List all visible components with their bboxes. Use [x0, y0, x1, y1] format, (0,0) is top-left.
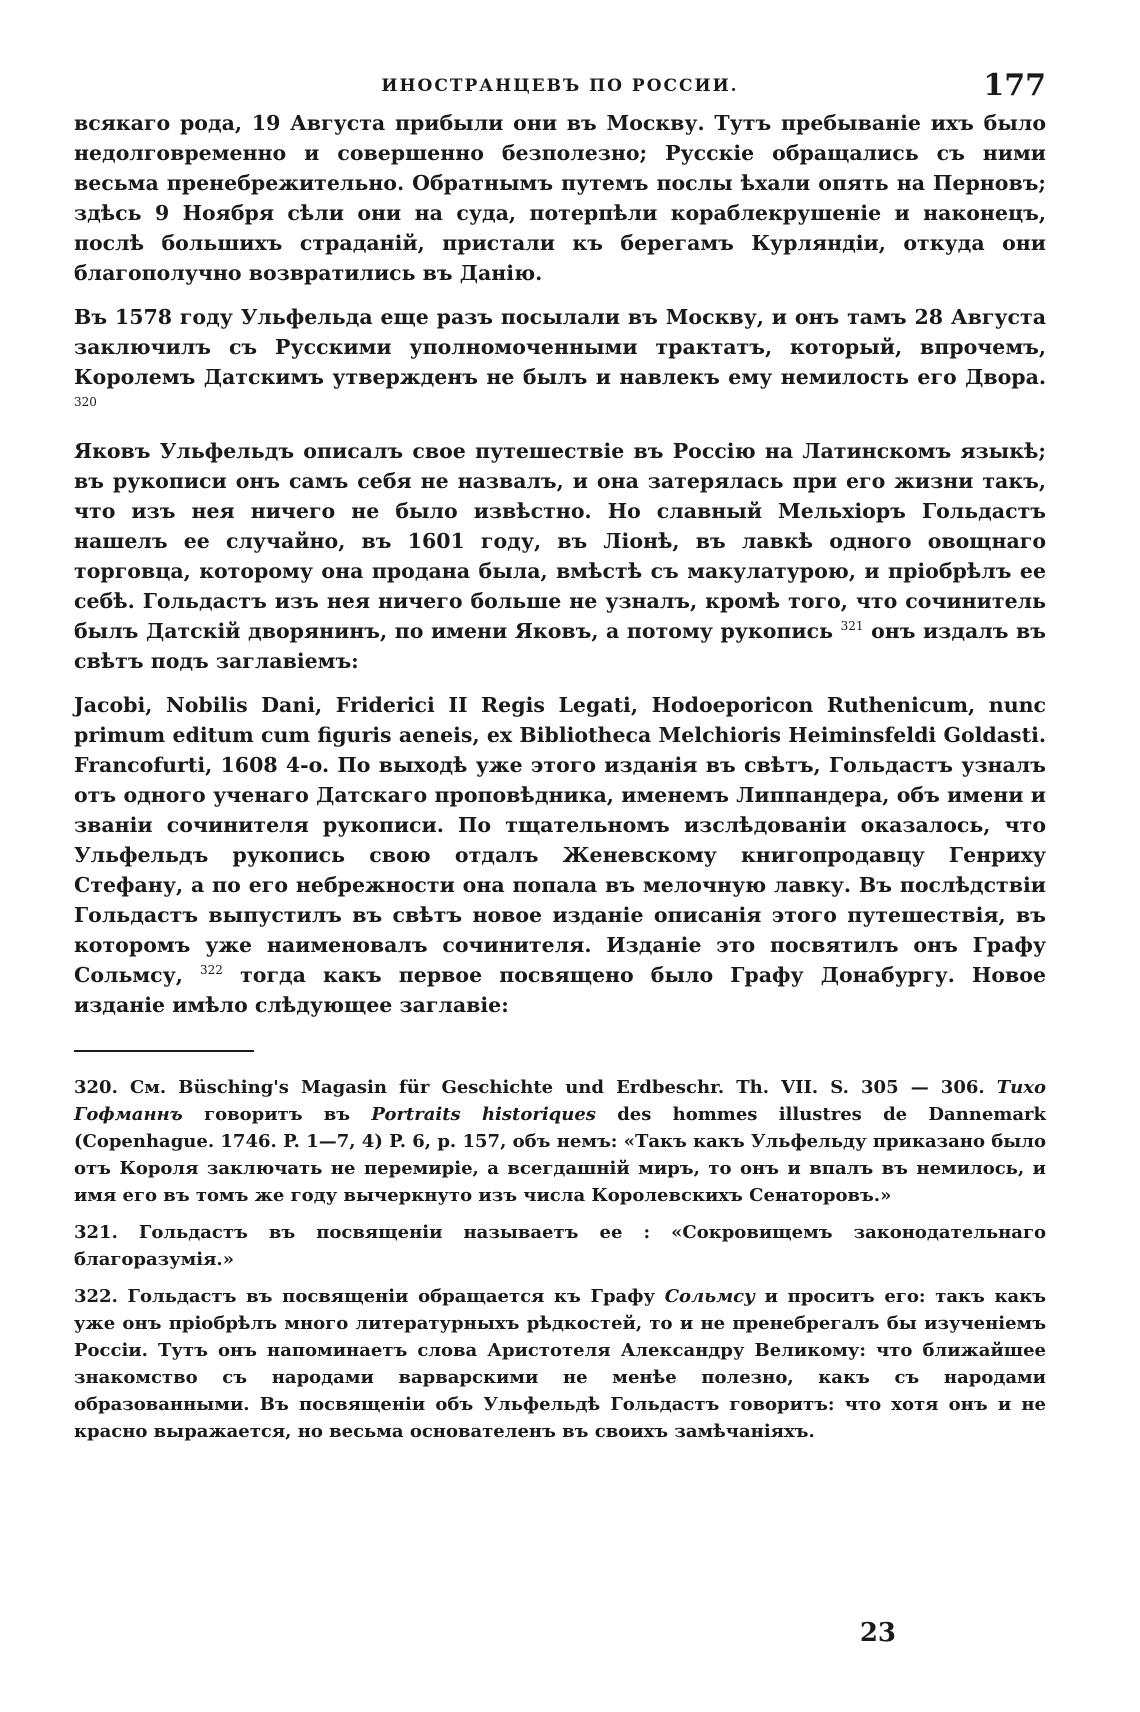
footnote-320-text-b: говоритъ въ: [204, 1104, 351, 1125]
footnote-320-number: 320.: [74, 1077, 118, 1098]
paragraph-4-text-a: Jacobi, Nobilis Dani, Friderici II Regis Legati, Hodoeporicon Ruthenicum, nunc primum editum cum figuris aeneis, ex Bibliotheca Melchioris Heiminsfeldi Goldasti. Francofurti, 1608 4-o. По выходѣ уже этого изданія въ свѣтъ, Гольдастъ узналъ отъ одного ученаго Датскаго проповѣдника, именемъ Липпандера, объ имени и званіи сочинителя рукописи. По тщательномъ изслѣдованіи оказалось, что Ульфельдъ рукопись свою отдалъ Женевскому книгопродавцу Генриху Стефану, а по его небрежности она попала въ мелочную лавку. Въ послѣдствіи Гольдастъ выпустилъ въ свѣтъ новое изданіе описанія этого путешествія, въ которомъ уже наименовалъ сочинителя. Изданіе это посвятилъ онъ Графу Сольмсу,: [74, 693, 1046, 987]
footnote-322-text-b: и проситъ его: такъ какъ уже онъ пріобрѣлъ много литературныхъ рѣдкостей, то и не пренебрегалъ бы изученіемъ Россіи. Тутъ онъ напоминаетъ слова Аристотеля Александру Великому: что ближайшее знакомство съ народами варварскими не менѣе полезно, какъ съ народами образованными. Въ посвященіи объ Ульфельдѣ Гольдастъ говоритъ: что хотя онъ и не красно выражается, но весьма основателенъ въ своихъ замѣчаніяхъ.: [74, 1286, 1046, 1442]
footnote-322-text-a: Гольдастъ въ посвященіи обращается къ Графу: [127, 1286, 655, 1307]
footnote-ref-320: 320: [74, 395, 97, 410]
paragraph-3-text-b: онъ издалъ въ свѣтъ подъ заглавіемъ:: [74, 619, 1047, 673]
paragraph-1-text: всякаго рода, 19 Августа прибыли они въ Москву. Тутъ пребываніе ихъ было недолговременно и совершенно безполезно; Русскіе обращались съ ними весьма пренебрежительно. Обратнымъ путемъ послы ѣхали опять на Перновъ; здѣсь 9 Ноября сѣли они на суда, потерпѣли кораблекрушеніе и наконецъ, послѣ большихъ страданій, пристали къ берегамъ Курляндіи, откуда они благополучно возвратились въ Данію.: [74, 111, 1046, 285]
footnote-320-italic-title: Portraits historiques: [371, 1104, 596, 1125]
paragraph-4-text-b: тогда какъ первое посвящено было Графу Донабургу. Новое изданіе имѣло слѣдующее заглавіе:: [74, 963, 1047, 1017]
footnote-ref-321: 321: [840, 619, 864, 634]
paragraph-1: [74, 108, 1046, 288]
paragraph-3-text-a: Яковъ Ульфельдъ описалъ свое путешествіе въ Россію на Латинскомъ языкѣ; въ рукописи онъ самъ себя не назвалъ, и она затерялась при его жизни такъ, что изъ нея ничего не было извѣстно. Но славный Мельхіоръ Гольдастъ нашелъ ее случайно, въ 1601 году, въ Ліонѣ, въ лавкѣ одного овощнаго торговца, которому она продана была, вмѣстѣ съ макулатурою, и пріобрѣлъ ее себѣ. Гольдастъ изъ нея ничего больше не узналъ, кромѣ того, что сочинитель былъ Датскій дворянинъ, по имени Яковъ, а потому рукопись: [74, 439, 1046, 643]
page-number: 177: [983, 68, 1046, 103]
running-title: ИНОСТРАНЦЕВЪ ПО РОССИИ.: [381, 76, 739, 96]
paragraph-4: [74, 690, 1046, 1020]
footnote-321-number: 321.: [74, 1222, 118, 1243]
footnote-321-text: Гольдастъ въ посвященіи называетъ ее : «Сокровищемъ законодательнаго благоразумія.»: [74, 1222, 1046, 1270]
footnote-ref-322: 322: [200, 963, 223, 978]
book-page: [74, 68, 1046, 1688]
paragraph-3: [74, 436, 1046, 676]
signature-mark: 23: [859, 1618, 896, 1648]
footnote-divider: [74, 1050, 254, 1052]
footnote-320-italic-author: Тихо Гофманнъ: [74, 1077, 1046, 1125]
footnote-320-text-a: См. Büsching's Magasin für Geschichte und Erdbeschr. Th. VII. S. 305 — 306.: [129, 1077, 985, 1098]
footnote-322: [74, 1283, 1046, 1445]
footnote-320: [74, 1074, 1046, 1209]
footnote-322-italic-name: Сольмсу: [664, 1286, 755, 1307]
page-header: [74, 68, 1046, 108]
paragraph-2-text: Въ 1578 году Ульфельда еще разъ посылали въ Москву, и онъ тамъ 28 Августа заключилъ съ Русскими уполномоченными трактатъ, который, впрочемъ, Королемъ Датскимъ утвержденъ не былъ и навлекъ ему немилость его Двора.: [74, 305, 1046, 389]
paragraph-2: [74, 302, 1046, 422]
footnote-322-number: 322.: [74, 1286, 118, 1307]
footnote-321: [74, 1219, 1046, 1273]
footnote-320-text-c: des hommes illustres de Dannemark (Copenhague. 1746. P. 1—7, 4) P. 6, p. 157, объ немъ: «Такъ какъ Ульфельду приказано было отъ Короля заключать не перемиріе, а всегдашній миръ, то онъ и впалъ въ немилось, и имя его въ томъ же году вычеркнуто изъ числа Королевскихъ Сенаторовъ.»: [74, 1104, 1046, 1206]
